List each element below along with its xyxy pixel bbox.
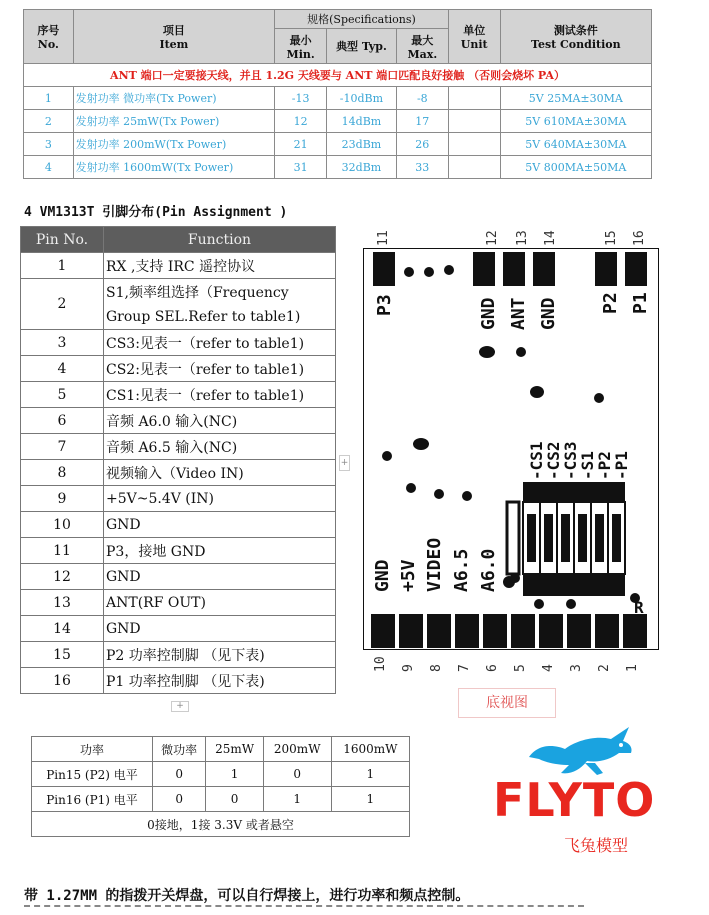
spec-cond: 5V 610MA±30MA	[500, 110, 651, 133]
pin-row	[21, 279, 336, 305]
pin-number: 1	[625, 664, 640, 672]
col-unit-zh: 单位	[463, 24, 486, 37]
pad-15	[595, 252, 617, 286]
power-header: 25mW	[206, 737, 263, 762]
label-gnd-12: GND	[478, 297, 499, 330]
pin-row	[21, 460, 336, 486]
pin-function: CS1:见表一（refer to table1)	[104, 382, 336, 408]
col-item-en: Item	[159, 38, 189, 51]
spec-max: 26	[396, 133, 448, 156]
pin-number: 2	[597, 664, 612, 672]
col-cond-en: Test Condition	[531, 38, 621, 51]
power-header: 1600mW	[331, 737, 409, 762]
spec-min: -13	[275, 87, 327, 110]
pin-row	[21, 512, 336, 538]
power-note: 0接地，1接 3.3V 或者悬空	[32, 812, 410, 837]
spec-typ: -10dBm	[327, 87, 397, 110]
pin-row	[21, 642, 336, 668]
pin-no: 12	[21, 564, 104, 590]
spec-min: 12	[275, 110, 327, 133]
pin-no: 10	[21, 512, 104, 538]
power-cell: 1	[206, 762, 263, 787]
spec-no: 1	[24, 87, 74, 110]
col-max-en: Max.	[407, 47, 438, 61]
label-sw-p2: -P2	[595, 451, 614, 480]
power-cell: 1	[331, 762, 409, 787]
pad-11	[373, 252, 395, 286]
pin-number: 10	[373, 656, 388, 672]
power-cell: 0	[153, 762, 206, 787]
pin-no: 4	[21, 356, 104, 382]
label-p2: P2	[600, 292, 621, 314]
label-ant: ANT	[508, 297, 529, 330]
pin-row	[21, 616, 336, 642]
col-cond-header	[500, 10, 651, 64]
spec-unit	[448, 87, 500, 110]
pin-function: S1,频率组选择（Frequency	[104, 279, 336, 305]
spec-no: 4	[24, 156, 74, 179]
pin-row	[21, 408, 336, 434]
spec-row	[24, 133, 652, 156]
pin-no: 16	[21, 668, 104, 694]
pin-function: CS2:见表一（refer to table1)	[104, 356, 336, 382]
label-sw-p1: -P1	[612, 451, 631, 480]
spec-item: 发射功率 1600mW(Tx Power)	[73, 156, 275, 179]
power-row	[32, 762, 410, 787]
pin-no: 9	[21, 486, 104, 512]
col-item-zh: 项目	[162, 24, 185, 37]
pin-row	[21, 330, 336, 356]
pin-no: 14	[21, 616, 104, 642]
label-gnd-14: GND	[538, 297, 559, 330]
pin-no: 11	[21, 538, 104, 564]
pin-no: 8	[21, 460, 104, 486]
pin-number: 6	[485, 664, 500, 672]
pin-row	[21, 564, 336, 590]
pin-number: 15	[604, 230, 619, 246]
note-divider	[24, 905, 584, 907]
power-cell: 1	[331, 787, 409, 812]
pin-no-header: Pin No.	[21, 227, 104, 253]
spec-no: 2	[24, 110, 74, 133]
spec-cond: 5V 25MA±30MA	[500, 87, 651, 110]
col-max-header	[396, 29, 448, 64]
label-p3: P3	[374, 294, 395, 316]
pin-function: P2 功率控制脚 （见下表)	[104, 642, 336, 668]
power-header: 微功率	[153, 737, 206, 762]
pin-function: +5V~5.4V (IN)	[104, 486, 336, 512]
pin-row	[21, 668, 336, 694]
brand-subtitle: 飞兔模型	[564, 836, 629, 855]
spec-cond: 5V 800MA±50MA	[500, 156, 651, 179]
pad-13	[503, 252, 525, 286]
pin-function-cont: Group SEL.Refer to table1)	[104, 304, 336, 330]
pin-row	[21, 356, 336, 382]
label-a60: A6.0	[478, 548, 499, 592]
spec-item: 发射功率 微功率(Tx Power)	[73, 87, 275, 110]
pin-number: 14	[543, 230, 558, 246]
pin-no: 7	[21, 434, 104, 460]
pin-number: 5	[513, 664, 528, 672]
ant-warning: ANT 端口一定要接天线，并且 1.2G 天线要与 ANT 端口匹配良好接触 （否则会烧坏 PA）	[24, 64, 652, 87]
col-unit-en: Unit	[460, 38, 488, 51]
pin-number: 13	[515, 230, 530, 246]
col-max-zh: 最大	[411, 33, 434, 47]
spec-unit	[448, 133, 500, 156]
pin-number: 16	[632, 230, 647, 246]
spec-max: -8	[396, 87, 448, 110]
spec-row	[24, 87, 652, 110]
col-cond-zh: 测试条件	[553, 24, 598, 37]
col-min-zh: 最小	[289, 33, 312, 47]
spec-unit	[448, 110, 500, 133]
pin-no: 3	[21, 330, 104, 356]
power-cell: 1	[263, 787, 331, 812]
pin-no: 6	[21, 408, 104, 434]
power-header: 功率	[32, 737, 153, 762]
col-unit-header	[448, 10, 500, 64]
board-caption: 底视图	[458, 688, 556, 718]
table-resize-handle[interactable]: +	[339, 455, 350, 471]
label-s1: -S1	[578, 451, 597, 480]
pin-function: ANT(RF OUT)	[104, 590, 336, 616]
dip-switch	[507, 482, 625, 596]
pin-number: 12	[485, 230, 500, 246]
pin-no: 15	[21, 642, 104, 668]
pin-function: 音频 A6.5 输入(NC)	[104, 434, 336, 460]
label-cs2: -CS2	[544, 441, 563, 480]
label-cs1: -CS1	[527, 441, 546, 480]
col-min-en: Min.	[286, 47, 315, 61]
label-cs3: -CS3	[561, 441, 580, 480]
spec-item: 发射功率 200mW(Tx Power)	[73, 133, 275, 156]
label-video: VIDEO	[424, 537, 445, 592]
pin-function: GND	[104, 564, 336, 590]
section-title: 4 VM1313T 引脚分布(Pin Assignment )	[24, 205, 288, 220]
pin-function: 音频 A6.0 输入(NC)	[104, 408, 336, 434]
col-no-zh: 序号	[37, 24, 60, 37]
function-header: Function	[104, 227, 336, 253]
label-gnd-10: GND	[372, 559, 393, 592]
power-header: 200mW	[263, 737, 331, 762]
corner-mark: R	[634, 598, 644, 617]
pad-14	[533, 252, 555, 286]
pin-function: P3，接地 GND	[104, 538, 336, 564]
bottom-note: 带 1.27MM 的指拨开关焊盘，可以自行焊接上，进行功率和频点控制。	[24, 888, 470, 904]
spec-typ: 23dBm	[327, 133, 397, 156]
pin-number: 8	[429, 664, 444, 672]
pin-row	[21, 434, 336, 460]
spec-cond: 5V 640MA±30MA	[500, 133, 651, 156]
pin-no: 1	[21, 253, 104, 279]
pin-function: P1 功率控制脚 （见下表)	[104, 668, 336, 694]
pin-row	[21, 382, 336, 408]
power-row	[32, 787, 410, 812]
pin-no: 5	[21, 382, 104, 408]
pin-row	[21, 486, 336, 512]
label-5v: +5V	[398, 559, 419, 592]
pad-16	[625, 252, 647, 286]
brand-logo: FLYTO	[493, 773, 656, 827]
pin-function: GND	[104, 616, 336, 642]
col-typ-header: 典型 Typ.	[327, 29, 397, 64]
pin-number: 3	[569, 664, 584, 672]
spec-typ: 32dBm	[327, 156, 397, 179]
spec-table	[23, 9, 652, 179]
pin-function: RX ,支持 IRC 遥控协议	[104, 253, 336, 279]
pin-number: 11	[376, 230, 391, 246]
spec-row	[24, 110, 652, 133]
pin-no: 13	[21, 590, 104, 616]
pin-function: 视频输入（Video IN)	[104, 460, 336, 486]
col-min-header	[275, 29, 327, 64]
pin-row	[21, 590, 336, 616]
spec-min: 31	[275, 156, 327, 179]
pin-row	[21, 538, 336, 564]
spec-item: 发射功率 25mW(Tx Power)	[73, 110, 275, 133]
col-item-header	[73, 10, 275, 64]
power-cell: 0	[153, 787, 206, 812]
power-cell: Pin15 (P2) 电平	[32, 762, 153, 787]
pin-number: 7	[457, 664, 472, 672]
power-cell: Pin16 (P1) 电平	[32, 787, 153, 812]
spec-max: 17	[396, 110, 448, 133]
pin-table	[20, 226, 336, 694]
pin-number: 9	[401, 664, 416, 672]
spec-unit	[448, 156, 500, 179]
pin-number: 4	[541, 664, 556, 672]
spec-max: 33	[396, 156, 448, 179]
spec-min: 21	[275, 133, 327, 156]
table-add-row-handle[interactable]: +	[171, 701, 189, 712]
col-no-header	[24, 10, 74, 64]
spec-typ: 14dBm	[327, 110, 397, 133]
power-header-row	[32, 737, 410, 762]
spec-no: 3	[24, 133, 74, 156]
label-p1: P1	[630, 292, 651, 314]
power-cell: 0	[263, 762, 331, 787]
pad-12	[473, 252, 495, 286]
spec-row	[24, 156, 652, 179]
pin-row	[21, 253, 336, 279]
power-cell: 0	[206, 787, 263, 812]
power-table	[31, 736, 410, 837]
pin-function: GND	[104, 512, 336, 538]
col-spec-header: 规格(Specifications)	[275, 10, 449, 29]
col-no-en: No.	[37, 38, 59, 51]
pin-no: 2	[21, 279, 104, 330]
label-a65: A6.5	[451, 548, 472, 592]
pin-function: CS3:见表一（refer to table1)	[104, 330, 336, 356]
